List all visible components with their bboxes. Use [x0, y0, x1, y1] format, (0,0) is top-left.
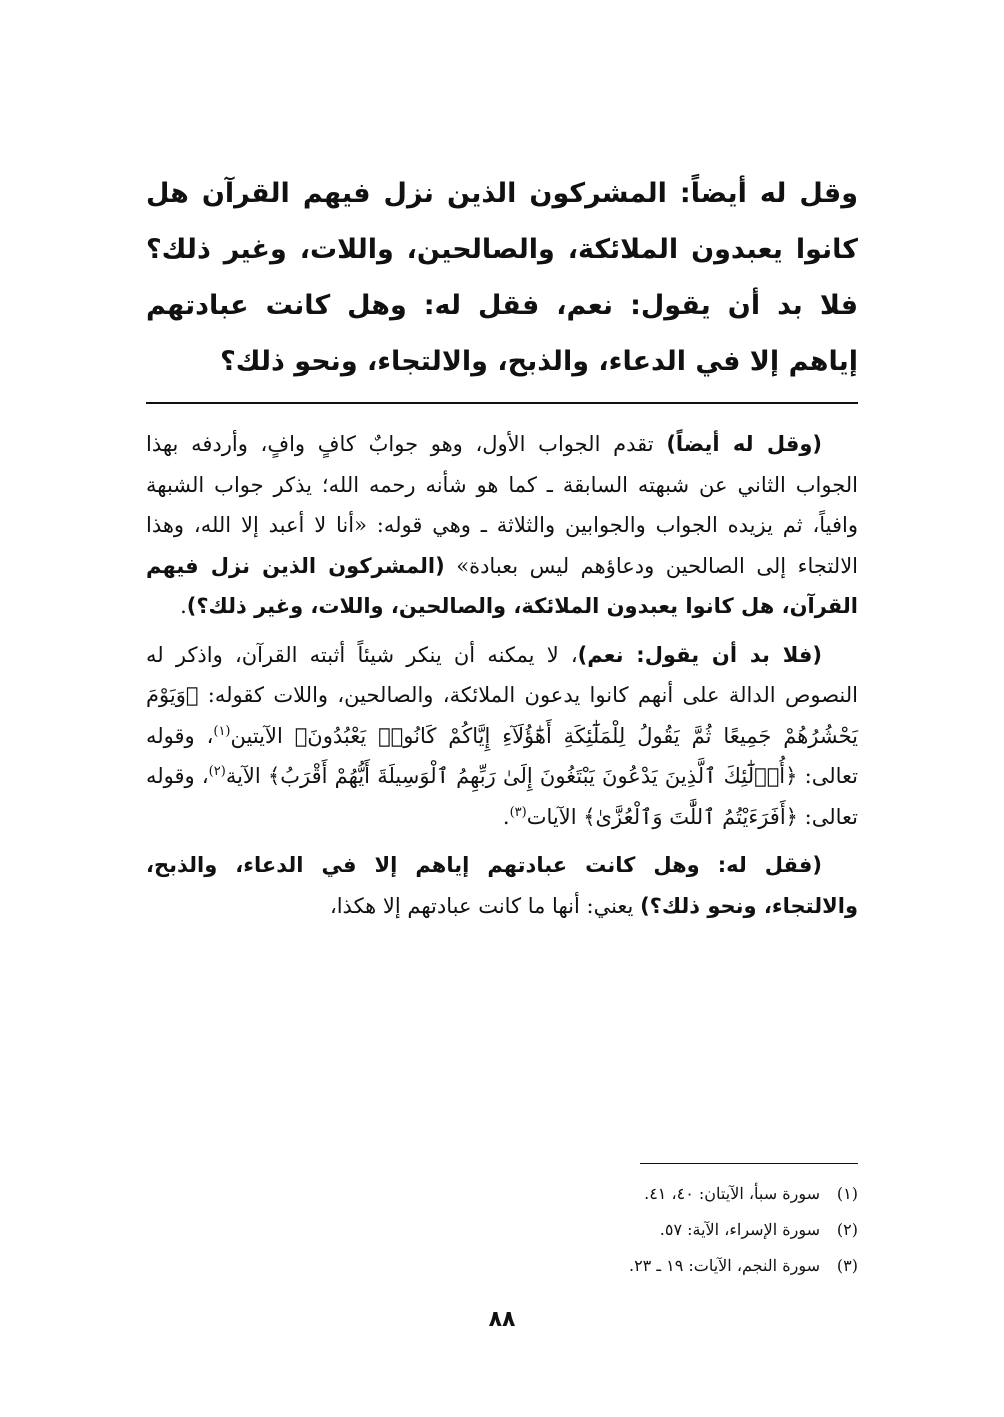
footnote-ref-3[interactable]: (٣) [509, 804, 527, 820]
main-text-label: وقل له أيضاً: [679, 178, 858, 209]
footnote-item [146, 1248, 858, 1284]
quran-verse: ﴿أَفَرَءَيْتُمُ ٱللَّٰتَ وَٱلْعُزَّىٰ﴾ [583, 804, 798, 829]
commentary-text: . [180, 594, 187, 618]
footnote-number: (٢) [836, 1220, 858, 1239]
commentary-text: يعني: أنها ما كانت عبادتهم إلا هكذا، [329, 893, 641, 918]
main-text-divider [146, 402, 858, 404]
footnote-number: (١) [836, 1184, 858, 1203]
commentary-text: ، وقوله تعالى: [146, 723, 858, 788]
quoted-phrase: (فقل له: وهل كانت عبادتهم إياهم إلا في الدعاء، والذبح، والالتجاء، ونحو ذلك؟) [146, 853, 858, 918]
commentary-text: ، وقوله تعالى: [146, 764, 858, 829]
commentary-paragraph-1 [146, 424, 858, 627]
footnote-text: سورة الإسراء، الآية: ٥٧. [659, 1220, 820, 1239]
footnote-item [146, 1176, 858, 1212]
commentary-text: ، لا يمكنه أن ينكر شيئاً أثبته القرآن، واذكر له النصوص الدالة على أنهم كانوا يدعون الملائكة، والصالحين، واللات كقوله: [146, 642, 858, 707]
quran-verse: ﴿أُو۟لَٰٓئِكَ ٱلَّذِينَ يَدْعُونَ يَبْتَغُونَ إِلَىٰ رَبِّهِمُ ٱلْوَسِيلَةَ أَيُّهُمْ أَقْرَبُ﴾ [267, 764, 798, 788]
page-number: ٨٨ [488, 1307, 516, 1332]
quoted-phrase: (المشركون الذين نزل فيهم القرآن، هل كانوا يعبدون الملائكة، والصالحين، واللات، وغير ذلك؟) [146, 553, 858, 618]
footnotes-block [146, 1176, 858, 1284]
commentary-paragraph-3 [146, 845, 858, 926]
commentary-text: الآيتين [230, 723, 295, 748]
footnote-number: (٣) [836, 1256, 858, 1275]
footnote-ref-2[interactable]: (٢) [208, 764, 226, 779]
main-text-body: المشركون الذين نزل فيهم القرآن هل كانوا يعبدون الملائكة، والصالحين، واللات، وغير ذلك؟ فلا بد أن يقول: نعم، فقل له: وهل كانت عبادتهم إياهم إلا في الدعاء، والذبح، والالتجاء، ونحو ذلك؟ [146, 178, 858, 377]
commentary-text: الآيات [526, 804, 584, 829]
quran-verse: ﴿وَيَوْمَ يَحْشُرُهُمْ جَمِيعًا ثُمَّ يَقُولُ لِلْمَلَٰٓئِكَةِ أَهَٰٓؤُلَآءِ إِيَّاكُمْ كَانُوا۟ يَعْبُدُونَ﴾ [146, 683, 858, 748]
main-text-block [146, 166, 858, 390]
commentary-text: الآية [225, 764, 268, 788]
footnote-item [146, 1212, 858, 1248]
footnote-ref-1[interactable]: (١) [213, 723, 231, 739]
commentary-text: تقدم الجواب الأول، وهو جوابٌ كافٍ وافٍ، وأردفه بهذا الجواب الثاني عن شبهته السابقة ـ كما هو شأنه رحمه الله؛ يذكر جواب الشبهة وافياً، ثم يزيده الجواب والجوابين والثلاثة ـ وهي قوله: «أنا لا أعبد إلا الله، وهذا الالتجاء إلى الصالحين ودعاؤهم ليس بعبادة» [146, 432, 858, 578]
footnote-text: سورة سبأ، الآيتان: ٤٠، ٤١. [644, 1184, 820, 1203]
commentary-text: . [502, 804, 510, 829]
quoted-phrase: (فلا بد أن يقول: نعم) [577, 642, 823, 667]
commentary-block [146, 424, 858, 934]
footnote-divider [640, 1163, 858, 1164]
footnote-text: سورة النجم، الآيات: ١٩ ـ ٢٣. [628, 1256, 820, 1275]
quoted-phrase: (وقل له أيضاً) [666, 432, 822, 456]
commentary-paragraph-2 [146, 635, 858, 838]
